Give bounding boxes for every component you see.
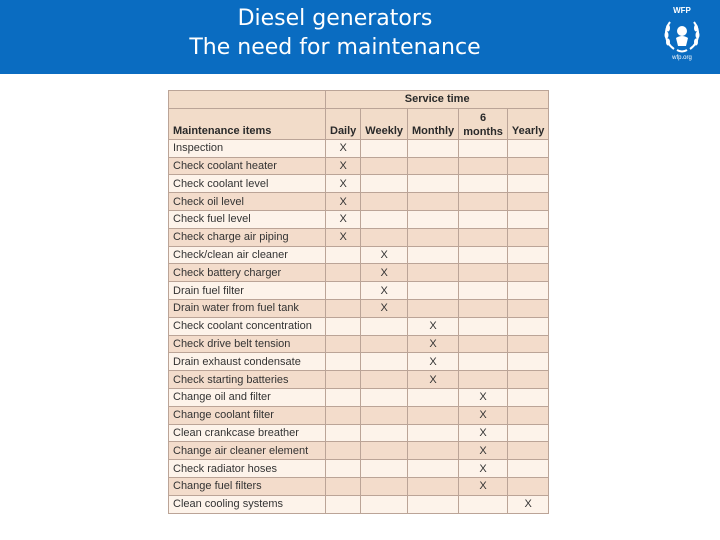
maintenance-item: Check coolant heater	[169, 157, 326, 175]
cell-6-months	[459, 282, 508, 300]
cell-6-months	[459, 353, 508, 371]
cell-6-months: X	[459, 442, 508, 460]
logo-acronym: WFP	[673, 6, 691, 15]
six-months-word: months	[463, 125, 503, 138]
cell-monthly	[408, 495, 459, 513]
cell-daily	[326, 371, 361, 389]
table-row	[169, 282, 549, 300]
maintenance-item: Drain exhaust condensate	[169, 353, 326, 371]
cell-monthly	[408, 175, 459, 193]
table-row	[169, 495, 549, 513]
column-header-items: Maintenance items	[169, 108, 326, 139]
cell-6-months	[459, 210, 508, 228]
cell-monthly	[408, 246, 459, 264]
cell-weekly: X	[361, 264, 408, 282]
cell-daily	[326, 495, 361, 513]
cell-yearly	[507, 424, 548, 442]
cell-yearly	[507, 317, 548, 335]
cell-monthly	[408, 299, 459, 317]
cell-daily: X	[326, 228, 361, 246]
cell-monthly	[408, 157, 459, 175]
maintenance-item: Drain fuel filter	[169, 282, 326, 300]
cell-daily: X	[326, 210, 361, 228]
table-row	[169, 264, 549, 282]
cell-weekly	[361, 371, 408, 389]
cell-yearly	[507, 406, 548, 424]
maintenance-item: Check starting batteries	[169, 371, 326, 389]
title-line-2: The need for maintenance	[189, 35, 481, 60]
maintenance-item: Check drive belt tension	[169, 335, 326, 353]
cell-weekly	[361, 335, 408, 353]
cell-monthly	[408, 442, 459, 460]
maintenance-item: Clean crankcase breather	[169, 424, 326, 442]
cell-yearly: X	[507, 495, 548, 513]
cell-monthly	[408, 193, 459, 211]
cell-6-months	[459, 175, 508, 193]
cell-daily	[326, 460, 361, 478]
table-row	[169, 139, 549, 157]
cell-daily	[326, 246, 361, 264]
cell-monthly: X	[408, 353, 459, 371]
cell-weekly	[361, 477, 408, 495]
maintenance-item: Clean cooling systems	[169, 495, 326, 513]
cell-yearly	[507, 210, 548, 228]
cell-daily: X	[326, 175, 361, 193]
cell-monthly	[408, 424, 459, 442]
cell-6-months	[459, 157, 508, 175]
maintenance-item: Drain water from fuel tank	[169, 299, 326, 317]
table-row	[169, 175, 549, 193]
cell-daily	[326, 442, 361, 460]
slide-title	[0, 4, 670, 62]
cell-6-months	[459, 246, 508, 264]
cell-yearly	[507, 193, 548, 211]
maintenance-item: Change oil and filter	[169, 388, 326, 406]
cell-daily	[326, 282, 361, 300]
cell-yearly	[507, 388, 548, 406]
cell-yearly	[507, 353, 548, 371]
cell-daily	[326, 388, 361, 406]
cell-monthly: X	[408, 371, 459, 389]
cell-yearly	[507, 264, 548, 282]
cell-yearly	[507, 335, 548, 353]
table-row	[169, 299, 549, 317]
column-header-monthly: Monthly	[408, 108, 459, 139]
maintenance-item: Change fuel filters	[169, 477, 326, 495]
table-row	[169, 353, 549, 371]
table-row	[169, 228, 549, 246]
cell-6-months: X	[459, 406, 508, 424]
cell-weekly	[361, 228, 408, 246]
table-row	[169, 317, 549, 335]
cell-yearly	[507, 157, 548, 175]
table-row	[169, 157, 549, 175]
maintenance-table	[168, 90, 549, 514]
table-row	[169, 406, 549, 424]
cell-weekly	[361, 442, 408, 460]
table-row	[169, 371, 549, 389]
table-row	[169, 460, 549, 478]
wfp-logo	[654, 6, 710, 66]
table-row	[169, 193, 549, 211]
cell-weekly	[361, 157, 408, 175]
maintenance-item: Check radiator hoses	[169, 460, 326, 478]
cell-6-months: X	[459, 424, 508, 442]
cell-monthly	[408, 477, 459, 495]
column-header-6-months	[459, 108, 508, 139]
cell-6-months	[459, 299, 508, 317]
cell-yearly	[507, 246, 548, 264]
cell-daily	[326, 353, 361, 371]
cell-weekly	[361, 193, 408, 211]
cell-6-months: X	[459, 477, 508, 495]
cell-weekly	[361, 139, 408, 157]
cell-monthly	[408, 228, 459, 246]
table-row	[169, 442, 549, 460]
cell-weekly	[361, 406, 408, 424]
maintenance-item: Change coolant filter	[169, 406, 326, 424]
cell-daily	[326, 299, 361, 317]
cell-6-months: X	[459, 388, 508, 406]
maintenance-item: Check coolant level	[169, 175, 326, 193]
cell-yearly	[507, 477, 548, 495]
cell-monthly: X	[408, 317, 459, 335]
cell-6-months: X	[459, 460, 508, 478]
cell-monthly	[408, 139, 459, 157]
maintenance-item: Check oil level	[169, 193, 326, 211]
cell-6-months	[459, 495, 508, 513]
maintenance-item: Check fuel level	[169, 210, 326, 228]
cell-weekly: X	[361, 246, 408, 264]
cell-6-months	[459, 264, 508, 282]
cell-6-months	[459, 335, 508, 353]
cell-weekly	[361, 424, 408, 442]
cell-weekly	[361, 353, 408, 371]
maintenance-item: Check battery charger	[169, 264, 326, 282]
maintenance-item: Check/clean air cleaner	[169, 246, 326, 264]
cell-daily	[326, 264, 361, 282]
cell-weekly	[361, 460, 408, 478]
cell-weekly	[361, 317, 408, 335]
table-body	[169, 139, 549, 513]
cell-daily: X	[326, 157, 361, 175]
cell-weekly: X	[361, 282, 408, 300]
maintenance-item: Check charge air piping	[169, 228, 326, 246]
cell-yearly	[507, 460, 548, 478]
cell-weekly: X	[361, 299, 408, 317]
table-row	[169, 477, 549, 495]
cell-monthly	[408, 282, 459, 300]
cell-monthly	[408, 210, 459, 228]
cell-yearly	[507, 371, 548, 389]
laurel-wreath-icon	[662, 16, 702, 54]
table-row	[169, 388, 549, 406]
cell-daily	[326, 335, 361, 353]
cell-yearly	[507, 228, 548, 246]
cell-daily	[326, 477, 361, 495]
cell-monthly	[408, 460, 459, 478]
cell-weekly	[361, 495, 408, 513]
cell-yearly	[507, 299, 548, 317]
cell-yearly	[507, 442, 548, 460]
maintenance-item: Check coolant concentration	[169, 317, 326, 335]
title-banner	[0, 0, 720, 74]
header-spacer	[169, 91, 326, 109]
table-row	[169, 246, 549, 264]
cell-monthly	[408, 264, 459, 282]
cell-6-months	[459, 317, 508, 335]
cell-monthly	[408, 406, 459, 424]
cell-6-months	[459, 193, 508, 211]
maintenance-item: Inspection	[169, 139, 326, 157]
cell-daily: X	[326, 193, 361, 211]
service-time-header: Service time	[326, 91, 549, 109]
cell-6-months	[459, 371, 508, 389]
title-line-1: Diesel generators	[237, 6, 433, 31]
table-row	[169, 424, 549, 442]
cell-6-months	[459, 228, 508, 246]
column-header-yearly: Yearly	[507, 108, 548, 139]
column-header-daily: Daily	[326, 108, 361, 139]
cell-yearly	[507, 175, 548, 193]
table-row	[169, 335, 549, 353]
cell-monthly: X	[408, 335, 459, 353]
cell-weekly	[361, 175, 408, 193]
cell-daily: X	[326, 139, 361, 157]
cell-monthly	[408, 388, 459, 406]
cell-weekly	[361, 388, 408, 406]
maintenance-item: Change air cleaner element	[169, 442, 326, 460]
column-header-weekly: Weekly	[361, 108, 408, 139]
six-months-number: 6	[479, 111, 487, 124]
cell-daily	[326, 424, 361, 442]
cell-6-months	[459, 139, 508, 157]
cell-daily	[326, 317, 361, 335]
cell-yearly	[507, 282, 548, 300]
cell-daily	[326, 406, 361, 424]
cell-yearly	[507, 139, 548, 157]
logo-url: wfp.org	[672, 55, 692, 61]
table-row	[169, 210, 549, 228]
cell-weekly	[361, 210, 408, 228]
